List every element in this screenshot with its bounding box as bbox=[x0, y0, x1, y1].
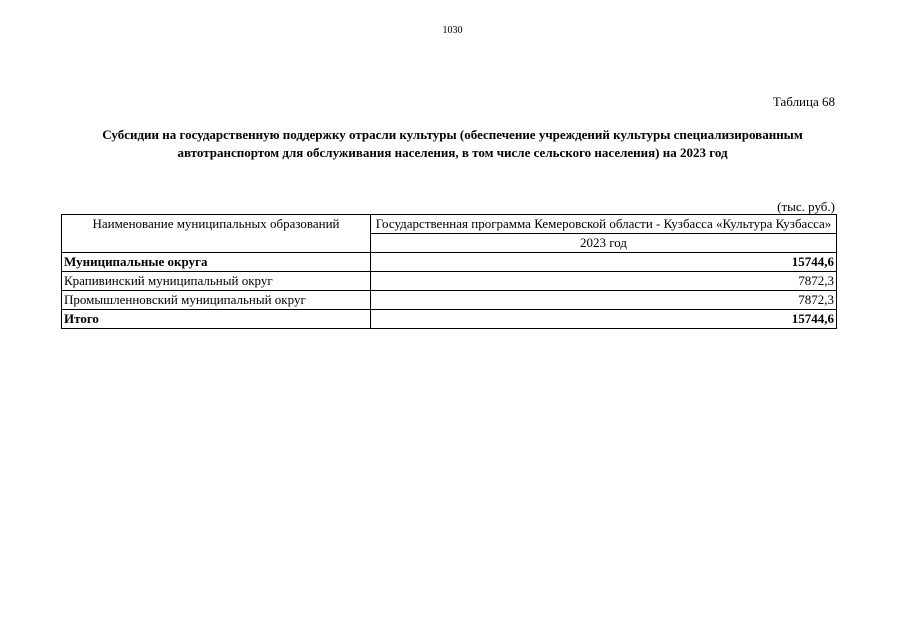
table-row bbox=[62, 253, 837, 272]
header-municipality: Наименование муниципальных образований bbox=[62, 215, 371, 253]
table-row bbox=[62, 310, 837, 329]
page-number: 1030 bbox=[442, 25, 463, 36]
table-row bbox=[62, 291, 837, 310]
document-title: Субсидии на государственную поддержку отрасли культуры (обеспечение учреждений культуры специализированным автотранспортом для обслуживания населения, в том числе сельского населения) на 2023 год bbox=[102, 127, 803, 160]
header-year: 2023 год bbox=[371, 234, 837, 253]
row-value: 7872,3 bbox=[371, 291, 837, 310]
subsidy-table bbox=[61, 214, 837, 329]
row-value: 15744,6 bbox=[371, 310, 837, 329]
row-name: Промышленновский муниципальный округ bbox=[62, 291, 371, 310]
row-name: Муниципальные округа bbox=[62, 253, 371, 272]
row-value: 7872,3 bbox=[371, 272, 837, 291]
table-header-row bbox=[62, 215, 837, 234]
units-label: (тыс. руб.) bbox=[777, 199, 835, 214]
table-label: Таблица 68 bbox=[772, 94, 835, 109]
header-program: Государственная программа Кемеровской области - Кузбасса «Культура Кузбасса» bbox=[371, 215, 837, 234]
row-value: 15744,6 bbox=[371, 253, 837, 272]
table-row bbox=[62, 272, 837, 291]
row-name: Крапивинский муниципальный округ bbox=[62, 272, 371, 291]
row-name: Итого bbox=[62, 310, 371, 329]
